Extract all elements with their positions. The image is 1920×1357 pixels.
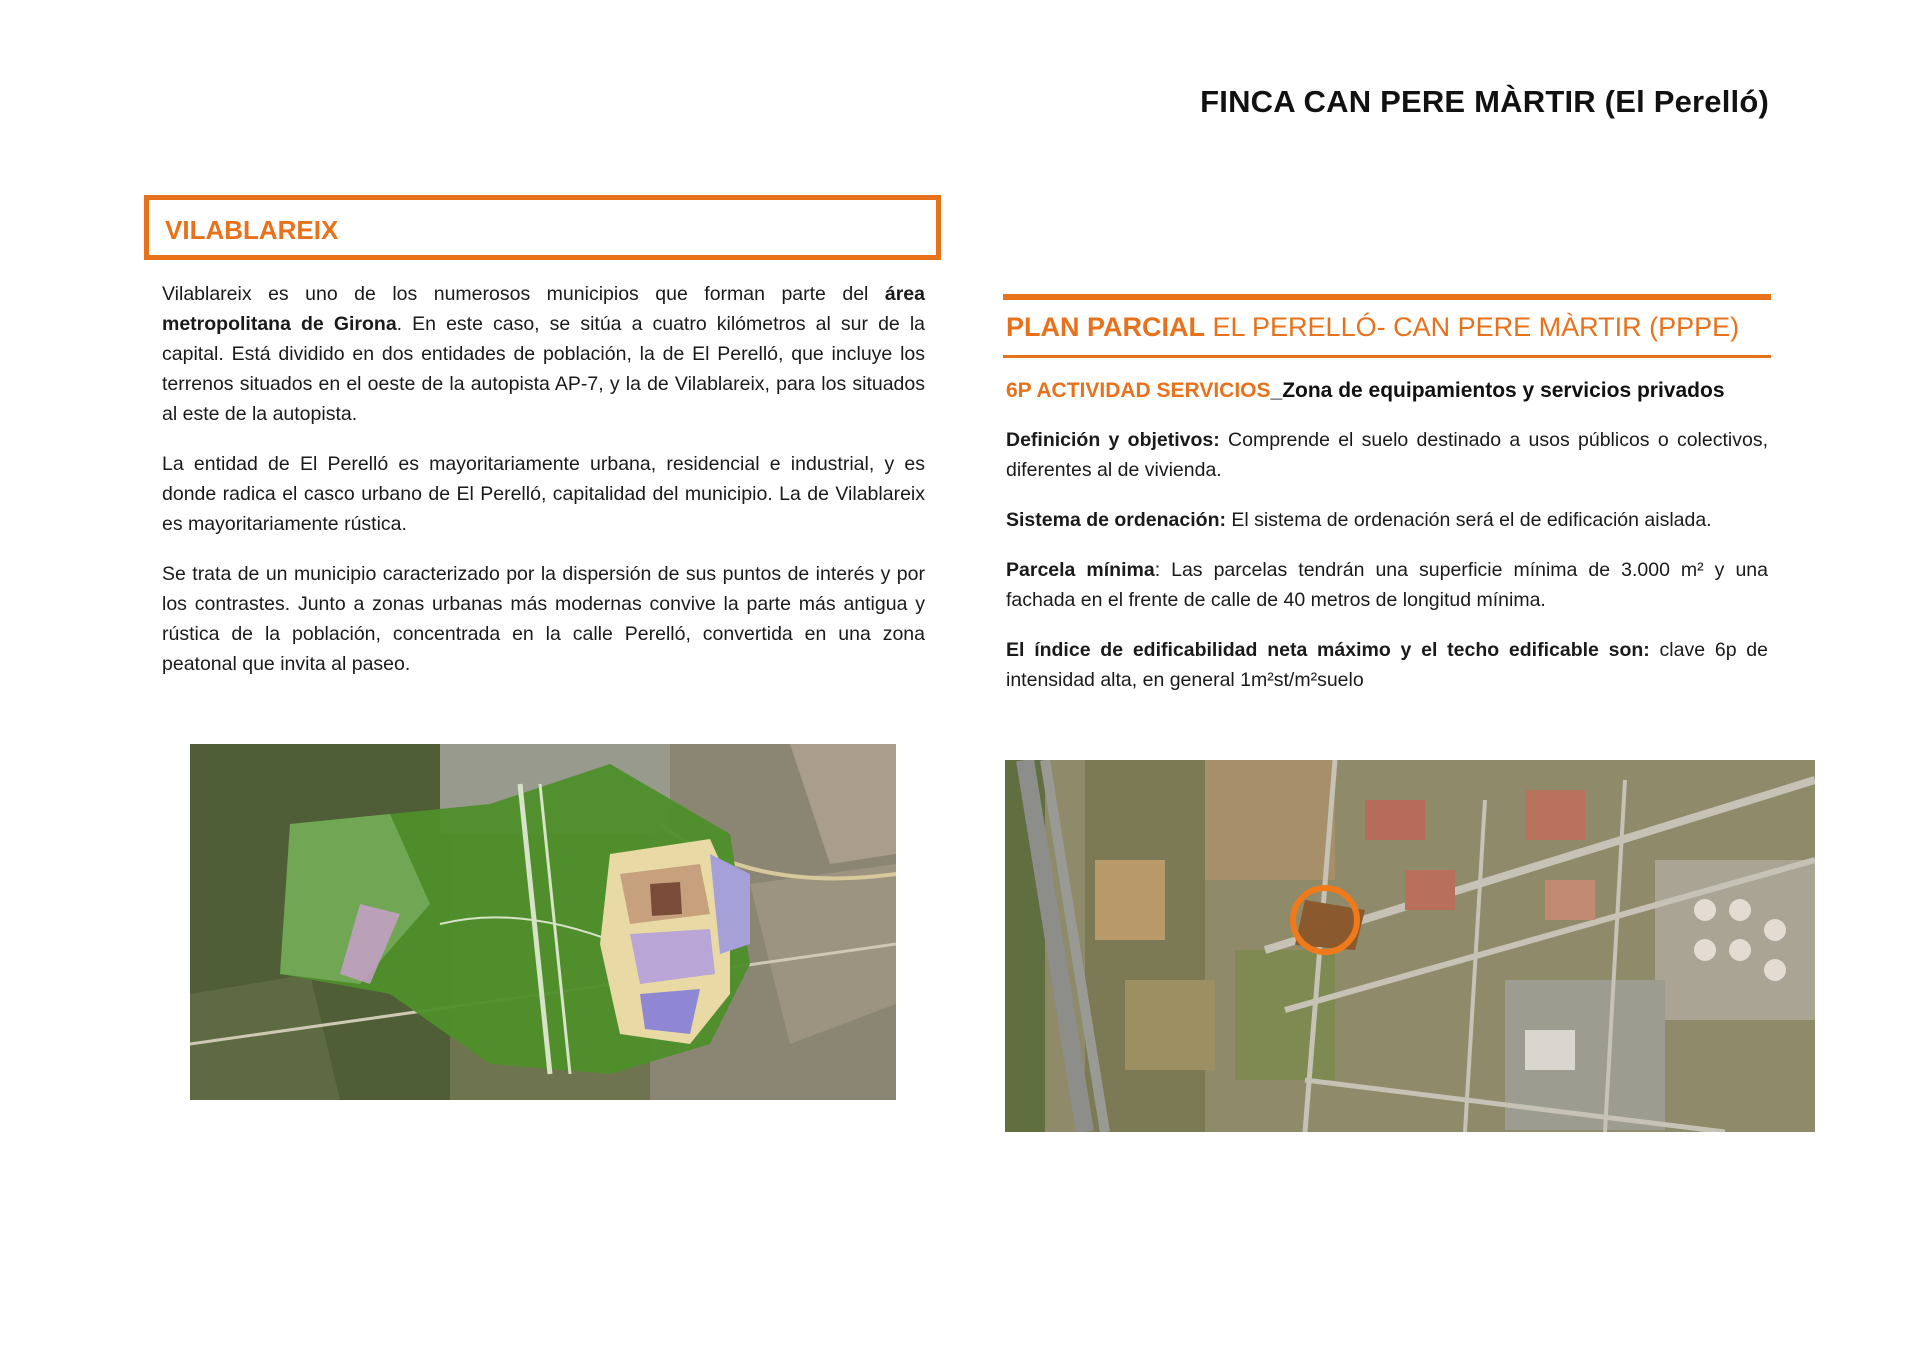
zone-heading bbox=[1006, 379, 1725, 403]
document-title: FINCA CAN PERE MÀRTIR (El Perelló) bbox=[1200, 84, 1769, 119]
zoning-details bbox=[1006, 425, 1768, 715]
municipality-description bbox=[162, 279, 925, 699]
detail-text: clave 6p de intensidad alta, en general 1m²st/m²suelo bbox=[1006, 639, 1768, 691]
detail-label: Sistema de ordenación: bbox=[1006, 509, 1226, 531]
heading-rule-top bbox=[1003, 294, 1771, 300]
detail-item bbox=[1006, 555, 1768, 615]
detail-label: Definición y objetivos: bbox=[1006, 429, 1220, 451]
text-run-bold: área metropolitana de Girona bbox=[162, 283, 925, 335]
plan-heading-rest: EL PERELLÓ- CAN PERE MÀRTIR (PPPE) bbox=[1205, 312, 1740, 342]
paragraph-2: La entidad de El Perelló es mayoritariamente urbana, residencial e industrial, y es donde radica el casco urbano de El Perelló, capitalidad del municipio. La de Vilablareix es mayoritariamente rústica. bbox=[162, 453, 925, 535]
plan-heading bbox=[1006, 312, 1739, 343]
zone-code: 6P ACTIVIDAD SERVICIOS bbox=[1006, 379, 1271, 402]
detail-item bbox=[1006, 425, 1768, 485]
text-run: Vilablareix es uno de los numerosos municipios que forman parte del bbox=[162, 283, 885, 305]
detail-text: : Las parcelas tendrán una superficie mínima de 3.000 m² y una fachada en el frente de calle de 40 metros de longitud mínima. bbox=[1006, 559, 1768, 611]
zone-name: _Zona de equipamientos y servicios privados bbox=[1270, 379, 1725, 402]
detail-item bbox=[1006, 635, 1768, 695]
text-run: . En este caso, se sitúa a cuatro kilómetros al sur de la capital. Está dividido en dos entidades de población, la de El Perelló, que incluye los terrenos situados en el oeste de la autopista AP-7, y la de Vilablareix, para los situados al este de la autopista. bbox=[162, 313, 926, 425]
section-title: VILABLAREIX bbox=[165, 215, 339, 245]
paragraph-1 bbox=[162, 279, 925, 429]
detail-text: El sistema de ordenación será el de edificación aislada. bbox=[1225, 509, 1712, 531]
section-title-box bbox=[144, 195, 941, 260]
municipal-zoning-aerial-map bbox=[190, 744, 896, 1100]
heading-rule-bottom bbox=[1003, 355, 1771, 358]
paragraph-3: Se trata de un municipio caracterizado por la dispersión de sus puntos de interés y por los contrastes. Junto a zonas urbanas más modernas convive la parte más antigua y rústica de la población, concentrada en la calle Perelló, convertida en una zona peatonal que invita al paseo. bbox=[162, 563, 925, 675]
detail-text: Comprende el suelo destinado a usos públicos o colectivos, diferentes al de vivienda. bbox=[1006, 429, 1768, 481]
parcel-location-aerial-map bbox=[1005, 760, 1815, 1132]
plan-heading-bold: PLAN PARCIAL bbox=[1006, 312, 1205, 342]
detail-item bbox=[1006, 505, 1768, 535]
detail-label: Parcela mínima bbox=[1006, 559, 1155, 581]
detail-label: El índice de edificabilidad neta máximo y el techo edificable son: bbox=[1006, 639, 1650, 661]
